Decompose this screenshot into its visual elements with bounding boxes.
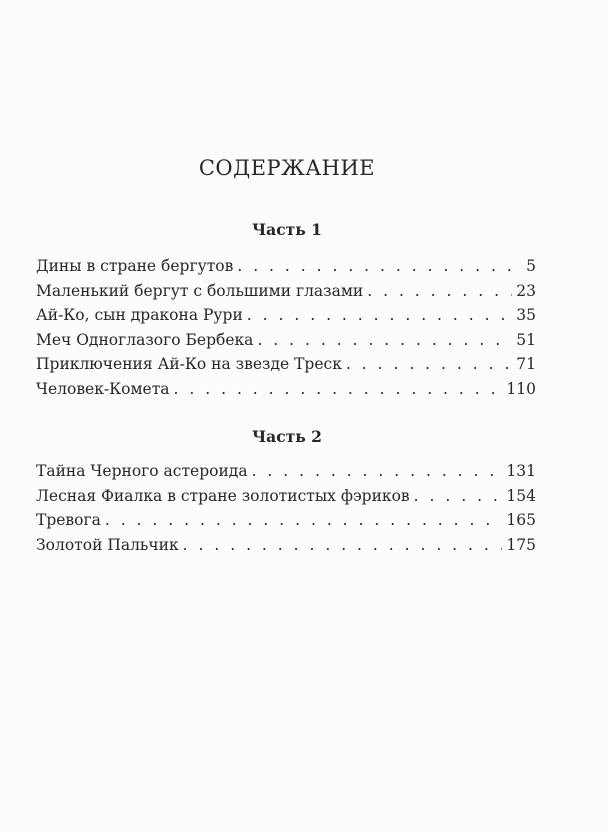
dot-leader [247, 306, 512, 324]
page-title: СОДЕРЖАНИЕ [198, 156, 376, 180]
dot-leader [105, 511, 503, 529]
toc-entry-title: Приключения Ай-Ко на звезде Треск [36, 355, 342, 373]
toc-entry [36, 511, 536, 536]
toc-entry-page: 23 [516, 281, 536, 300]
toc-entry [36, 462, 536, 487]
toc-entry-page: 35 [516, 306, 536, 324]
dot-leader [174, 380, 503, 398]
toc-entry-title: Человек-Комета [36, 379, 170, 398]
toc-entry-title: Золотой Пальчик [36, 535, 179, 554]
dot-leader [367, 282, 512, 300]
dot-leader [257, 331, 512, 349]
dot-leader [237, 257, 522, 275]
toc-entry [36, 282, 536, 307]
toc-entry-page: 110 [506, 379, 536, 398]
toc-entry [36, 257, 536, 282]
toc-entry-page: 51 [516, 330, 536, 349]
toc-entry-page: 131 [506, 462, 536, 480]
toc-entry [36, 536, 536, 561]
toc-entry-title: Меч Одноглазого Бербека [36, 330, 254, 349]
toc-entry [36, 380, 536, 405]
toc-entry-page: 154 [506, 486, 536, 505]
toc-entry-page: 175 [506, 535, 536, 554]
toc-entry [36, 306, 536, 331]
toc-entry [36, 487, 536, 512]
toc-entry-page: 71 [516, 355, 536, 373]
dot-leader [183, 536, 503, 554]
toc-entry-title: Дины в стране бергутов [36, 257, 234, 275]
toc-entry [36, 331, 536, 356]
toc-entry [36, 355, 536, 380]
toc-entry-title: Тревога [36, 511, 101, 529]
dot-leader [414, 487, 503, 505]
dot-leader [252, 462, 503, 480]
toc-entry-page: 165 [506, 511, 536, 529]
part-1-title: Часть 1 [252, 220, 322, 239]
dot-leader [346, 355, 512, 373]
toc-entry-title: Ай-Ко, сын дракона Рури [36, 306, 243, 324]
toc-entry-title: Тайна Черного астероида [36, 462, 248, 480]
toc-entry-title: Маленький бергут с большими глазами [36, 281, 364, 300]
part-2-title: Часть 2 [252, 427, 322, 446]
part-1-entries [36, 257, 536, 404]
part-2-entries [36, 462, 536, 560]
toc-entry-page: 5 [526, 257, 536, 275]
toc-entry-title: Лесная Фиалка в стране золотистых фэриков [36, 486, 410, 505]
